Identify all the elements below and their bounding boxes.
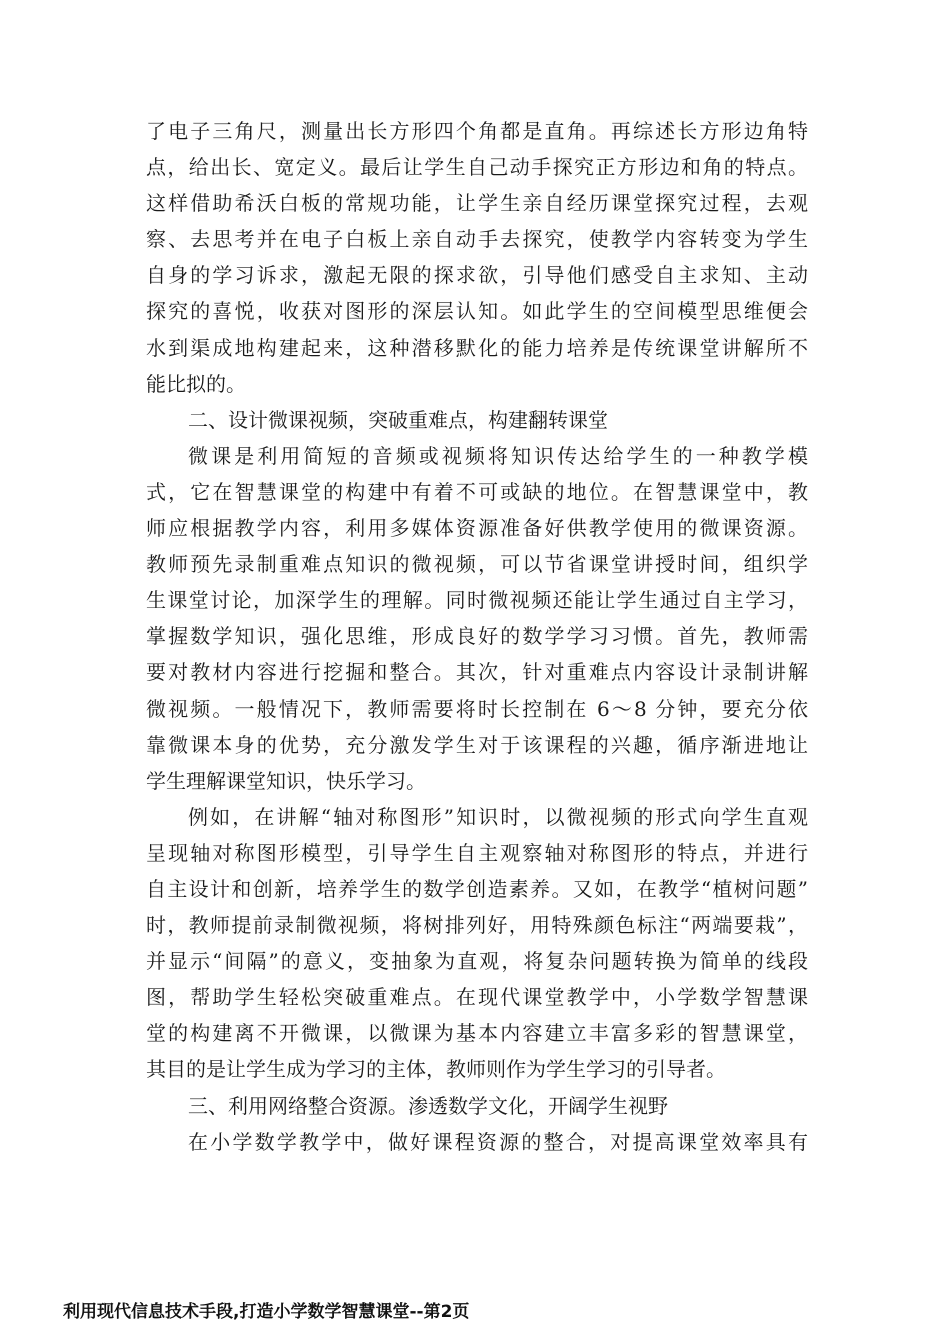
text-line: 例如，在讲解“轴对称图形”知识时，以微视频的形式向学生直观 <box>188 804 808 829</box>
text-line: 时，教师提前录制微视频，将树排列好，用特殊颜色标注“两端要栽”， <box>146 913 808 938</box>
text-line: 了电子三角尺，测量出长方形四个角都是直角。再综述长方形边角特 <box>146 119 808 143</box>
text-line: 察、去思考并在电子白板上亲自动手去探究，使教学内容转变为学生 <box>146 227 808 252</box>
text-line: 生课堂讨论，加深学生的理解。同时微视频还能让学生通过自主学习， <box>146 588 808 613</box>
text-line: 学生理解课堂知识，快乐学习。 <box>146 768 426 793</box>
text-line: 并显示“间隔”的意义，变抽象为直观，将复杂问题转换为简单的线段 <box>146 949 808 974</box>
text-line: 微视频。一般情况下，教师需要将时长控制在 6～8 分钟，要充分依 <box>146 696 808 721</box>
text-line: 呈现轴对称图形模型，引导学生自主观察轴对称图形的特点，并进行 <box>146 840 808 865</box>
text-line: 教师预先录制重难点知识的微视频，可以节省课堂讲授时间，组织学 <box>146 552 808 577</box>
text-line: 图，帮助学生轻松突破重难点。在现代课堂教学中，小学数学智慧课 <box>146 985 808 1010</box>
text-line: 能比拟的。 <box>146 371 246 396</box>
text-line: 这样借助希沃白板的常规功能，让学生亲自经历课堂探究过程，去观 <box>146 191 808 216</box>
text-line: 三、利用网络整合资源。渗透数学文化，开阔学生视野 <box>188 1093 668 1118</box>
text-line: 微课是利用简短的音频或视频将知识传达给学生的一种教学模 <box>188 443 808 468</box>
page-footer: 利用现代信息技术手段,打造小学数学智慧课堂--第2页 <box>63 1302 470 1322</box>
text-line: 式，它在智慧课堂的构建中有着不可或缺的地位。在智慧课堂中，教 <box>146 479 808 504</box>
text-line: 师应根据教学内容，利用多媒体资源准备好供教学使用的微课资源。 <box>146 516 808 541</box>
text-line: 堂的构建离不开微课，以微课为基本内容建立丰富多彩的智慧课堂， <box>146 1021 808 1046</box>
text-line: 掌握数学知识，强化思维，形成良好的数学学习习惯。首先，教师需 <box>146 624 808 649</box>
body-text <box>146 113 808 1160</box>
text-line: 自身的学习诉求，激起无限的探求欲，引导他们感受自主求知、主动 <box>146 263 808 288</box>
text-line: 自主设计和创新，培养学生的数学创造素养。又如，在教学“植树问题” <box>146 876 808 901</box>
text-line: 在小学数学教学中，做好课程资源的整合，对提高课堂效率具有 <box>188 1129 808 1154</box>
text-line: 点，给出长、宽定义。最后让学生自己动手探究正方形边和角的特点。 <box>146 155 808 180</box>
text-line: 二、设计微课视频，突破重难点，构建翻转课堂 <box>188 407 608 432</box>
text-line: 靠微课本身的优势，充分激发学生对于该课程的兴趣，循序渐进地让 <box>146 732 808 757</box>
text-line: 探究的喜悦，收获对图形的深层认知。如此学生的空间模型思维便会 <box>146 299 808 324</box>
text-line: 要对教材内容进行挖掘和整合。其次，针对重难点内容设计录制讲解 <box>146 660 808 685</box>
text-line: 其目的是让学生成为学习的主体，教师则作为学生学习的引导者。 <box>146 1057 726 1082</box>
text-line: 水到渠成地构建起来，这种潜移默化的能力培养是传统课堂讲解所不 <box>146 335 808 360</box>
